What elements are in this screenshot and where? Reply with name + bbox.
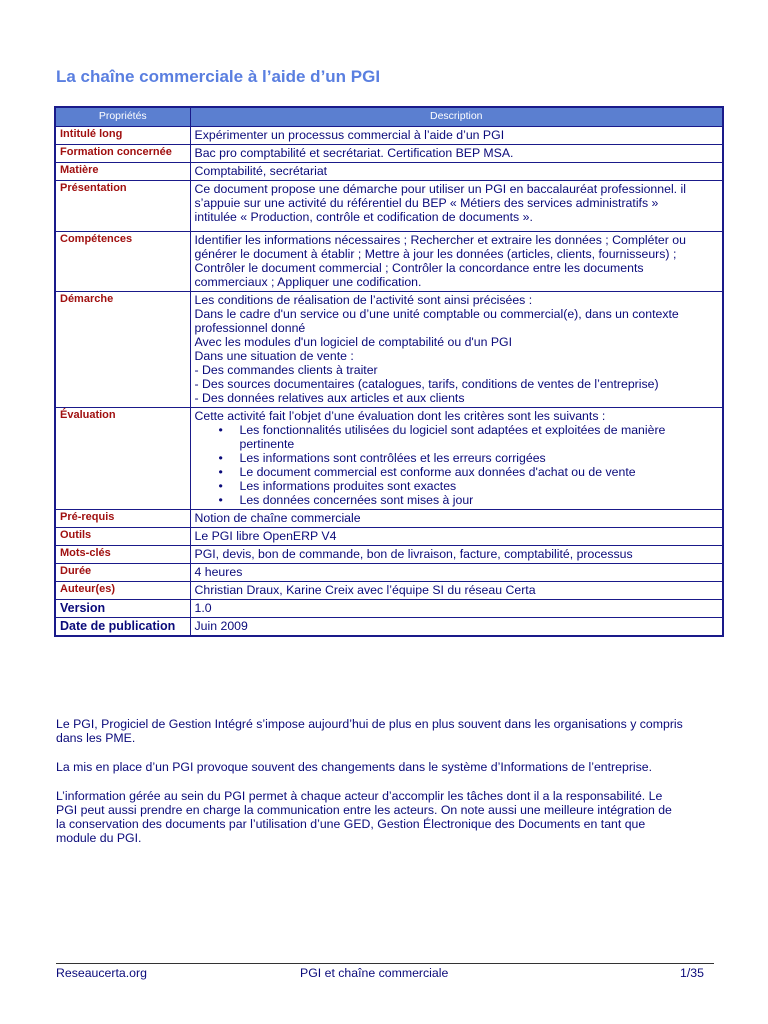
table-header	[55, 107, 723, 127]
row-label: Outils	[55, 528, 190, 546]
table-row	[55, 163, 723, 181]
line: module du PGI.	[56, 831, 142, 845]
row-label: Matière	[55, 163, 190, 181]
line: Dans le cadre d'un service ou d’une unité comptable ou commercial(e), dans un contexte	[194, 307, 679, 321]
row-value	[190, 408, 723, 510]
row-value	[190, 292, 723, 408]
line: pertinente	[239, 437, 295, 451]
footer-page-number: 1/35	[680, 966, 704, 980]
intro-paragraph	[56, 717, 716, 745]
line: Cette activité fait l’objet d’une évaluation dont les critères sont les suivants :	[194, 409, 606, 423]
row-value: Comptabilité, secrétariat	[190, 163, 723, 181]
row-label: Intitulé long	[55, 127, 190, 145]
table-row	[55, 528, 723, 546]
row-label: Formation concernée	[55, 145, 190, 163]
table-row	[55, 127, 723, 145]
row-value: Bac pro comptabilité et secrétariat. Certification BEP MSA.	[190, 145, 723, 163]
line: Les conditions de réalisation de l’activité sont ainsi précisées :	[194, 293, 533, 307]
line: - Des commandes clients à traiter	[194, 363, 378, 377]
footer-divider	[56, 963, 714, 964]
table-row	[55, 232, 723, 292]
table-row	[55, 546, 723, 564]
line: Contrôler le document commercial ; Contrôler la concordance entre les documents	[194, 261, 644, 275]
row-label: Démarche	[55, 292, 190, 408]
row-value: Christian Draux, Karine Creix avec l’équipe SI du réseau Certa	[190, 582, 723, 600]
line: la conservation des documents par l’utilisation d’une GED, Gestion Électronique des Documents en tant que	[56, 817, 646, 831]
criteria-list	[195, 423, 720, 507]
properties-table	[54, 106, 724, 637]
row-value	[190, 181, 723, 232]
header-properties: Propriétés	[55, 107, 190, 127]
row-value: Notion de chaîne commerciale	[190, 510, 723, 528]
row-label: Pré-requis	[55, 510, 190, 528]
table-row	[55, 181, 723, 232]
page-title: La chaîne commerciale à l’aide d’un PGI	[56, 67, 381, 86]
header-description: Description	[190, 107, 723, 127]
line: commerciaux ; Appliquer une codification.	[194, 275, 422, 289]
footer-site: Reseaucerta.org	[56, 966, 147, 980]
row-label: Date de publication	[55, 618, 190, 637]
line: dans les PME.	[56, 731, 136, 745]
row-label: Compétences	[55, 232, 190, 292]
row-value: 4 heures	[190, 564, 723, 582]
line: - Des données relatives aux articles et aux clients	[194, 391, 465, 405]
table-row	[55, 618, 723, 637]
table-row	[55, 145, 723, 163]
list-item: • Le document commercial est conforme aux données d'achat ou de vente	[240, 465, 720, 479]
list-item: • Les données concernées sont mises à jour	[240, 493, 720, 507]
line: Le PGI, Progiciel de Gestion Intégré s’impose aujourd’hui de plus en plus souvent dans les organisations y compris	[56, 717, 683, 731]
line: générer le document à établir ; Mettre à jour les données (articles, clients, fournisseurs) ;	[194, 247, 677, 261]
line: Identifier les informations nécessaires ; Rechercher et extraire les données ; Compléter ou	[194, 233, 686, 247]
row-label: Mots-clés	[55, 546, 190, 564]
row-value: Juin 2009	[190, 618, 723, 637]
line: La mis en place d’un PGI provoque souvent des changements dans le système d’Informations de l’entreprise.	[56, 760, 653, 774]
row-label: Présentation	[55, 181, 190, 232]
table-row	[55, 564, 723, 582]
row-label: Version	[55, 600, 190, 618]
row-value: 1.0	[190, 600, 723, 618]
line: professionnel donné	[194, 321, 306, 335]
row-value: Le PGI libre OpenERP V4	[190, 528, 723, 546]
row-value	[190, 232, 723, 292]
list-item	[240, 423, 720, 451]
table-row	[55, 510, 723, 528]
footer-title: PGI et chaîne commerciale	[300, 966, 449, 980]
list-item: • Les informations sont contrôlées et les erreurs corrigées	[240, 451, 720, 465]
line: PGI peut aussi prendre en charge la communication entre les acteurs. On note aussi une meilleure intégration de	[56, 803, 672, 817]
row-label: Auteur(es)	[55, 582, 190, 600]
line: Ce document propose une démarche pour utiliser un PGI en baccalauréat professionnel. il	[194, 182, 686, 196]
line: Avec les modules d'un logiciel de comptabilité ou d'un PGI	[194, 335, 513, 349]
line: Dans une situation de vente :	[194, 349, 354, 363]
line: s’appuie sur une activité du référentiel du BEP « Métiers des services administratifs »	[194, 196, 659, 210]
row-value: PGI, devis, bon de commande, bon de livraison, facture, comptabilité, processus	[190, 546, 723, 564]
information-paragraph	[56, 789, 716, 845]
table-row	[55, 582, 723, 600]
row-value: Expérimenter un processus commercial à l’aide d’un PGI	[190, 127, 723, 145]
line: • Les fonctionnalités utilisées du logiciel sont adaptées et exploitées de manière	[239, 423, 666, 437]
table-row	[55, 600, 723, 618]
list-item: • Les informations produites sont exactes	[240, 479, 720, 493]
table-row	[55, 292, 723, 408]
change-paragraph	[56, 760, 716, 774]
line: - Des sources documentaires (catalogues, tarifs, conditions de ventes de l’entreprise)	[194, 377, 659, 391]
table-row	[55, 408, 723, 510]
row-label: Évaluation	[55, 408, 190, 510]
line: L’information gérée au sein du PGI permet à chaque acteur d’accomplir les tâches dont il a la responsabilité. Le	[56, 789, 663, 803]
line: intitulée « Production, contrôle et codification de documents ».	[194, 210, 533, 224]
row-label: Durée	[55, 564, 190, 582]
